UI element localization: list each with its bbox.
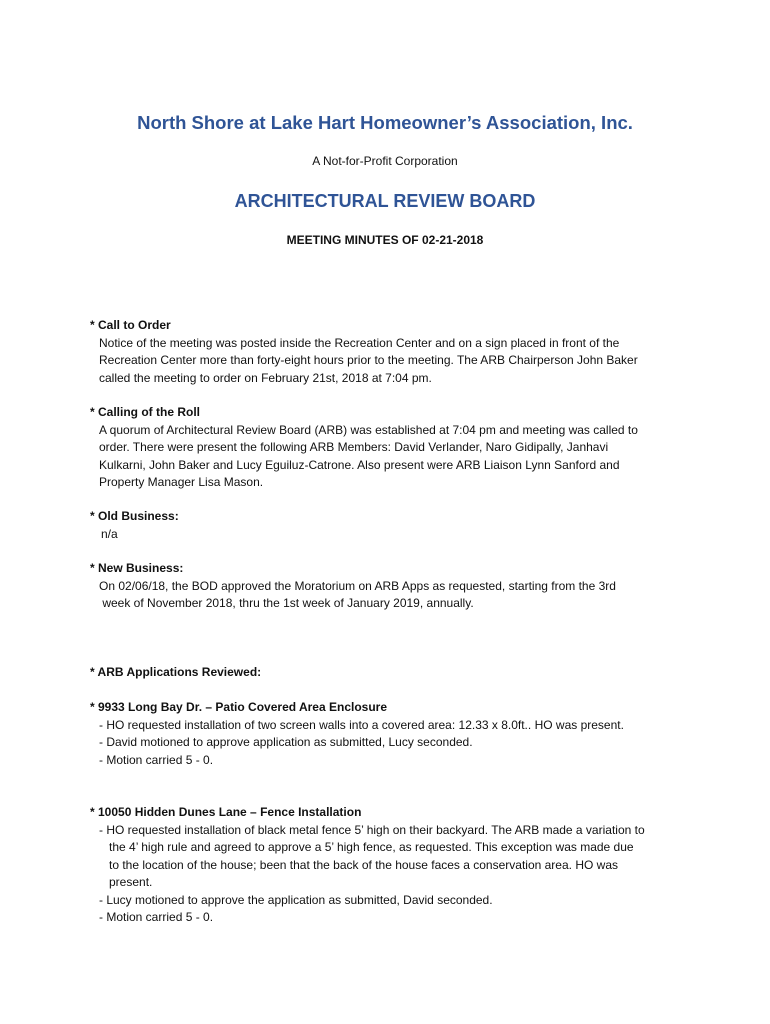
old-business-section: [90, 508, 690, 543]
roll-line: Kulkarni, John Baker and Lucy Eguiluz-Catrone. Also present were ARB Liaison Lynn Sanford and: [99, 457, 620, 472]
arb-applications-section: [90, 664, 690, 682]
roll-line: order. There were present the following ARB Members: David Verlander, Naro Gidipally, Janhavi: [99, 440, 609, 454]
call-to-order-line: Notice of the meeting was posted inside the Recreation Center and on a sign placed in front of the: [99, 335, 620, 350]
arb-applications-heading: * ARB Applications Reviewed:: [90, 665, 262, 679]
new-business-line: week of November 2018, thru the 1st week of January 2019, annually.: [99, 596, 474, 610]
application-2-section: [90, 804, 690, 927]
roll-section: [90, 404, 690, 492]
application-2-item: - Motion carried 5 - 0.: [99, 910, 214, 924]
call-to-order-line: called the meeting to order on February 21st, 2018 at 7:04 pm.: [99, 370, 432, 385]
new-business-line: On 02/06/18, the BOD approved the Moratorium on ARB Apps as requested, starting from the 3rd: [99, 578, 616, 593]
call-to-order-line: Recreation Center more than forty-eight hours prior to the meeting. The ARB Chairperson John Baker: [99, 353, 638, 367]
application-2-heading: * 10050 Hidden Dunes Lane – Fence Installation: [90, 805, 362, 819]
application-2-item-continued: to the location of the house; been that the back of the house faces a conservation area. HO was: [109, 857, 618, 872]
call-to-order-section: [90, 317, 690, 387]
old-business-heading: * Old Business:: [90, 509, 179, 523]
board-title: ARCHITECTURAL REVIEW BOARD: [234, 191, 536, 211]
application-2-item-continued: present.: [109, 875, 153, 889]
application-1-item: - David motioned to approve application as submitted, Lucy seconded.: [99, 735, 473, 749]
association-title: North Shore at Lake Hart Homeowner’s Association, Inc.: [137, 112, 633, 133]
application-1-heading: * 9933 Long Bay Dr. – Patio Covered Area Enclosure: [90, 700, 387, 714]
application-1-section: [90, 699, 690, 769]
application-2-item: - HO requested installation of black metal fence 5’ high on their backyard. The ARB made a variation to: [99, 822, 645, 837]
new-business-section: [90, 560, 690, 613]
application-2-item: - Lucy motioned to approve the application as submitted, David seconded.: [99, 892, 493, 907]
minutes-title: MEETING MINUTES OF 02-21-2018: [286, 233, 484, 247]
roll-heading: * Calling of the Roll: [90, 405, 200, 419]
old-business-text: n/a: [101, 526, 118, 541]
application-1-item: - HO requested installation of two screen walls into a covered area: 12.33 x 8.0ft.. HO was present.: [99, 717, 624, 732]
new-business-heading: * New Business:: [90, 561, 184, 575]
call-to-order-heading: * Call to Order: [90, 318, 171, 332]
corporation-subtitle: A Not-for-Profit Corporation: [312, 154, 458, 168]
roll-line: A quorum of Architectural Review Board (ARB) was established at 7:04 pm and meeting was called to: [99, 422, 638, 437]
roll-line: Property Manager Lisa Mason.: [99, 475, 264, 489]
application-1-item: - Motion carried 5 - 0.: [99, 752, 214, 767]
application-2-item-continued: the 4’ high rule and agreed to approve a 5’ high fence, as requested. This exception was made due: [109, 840, 634, 854]
